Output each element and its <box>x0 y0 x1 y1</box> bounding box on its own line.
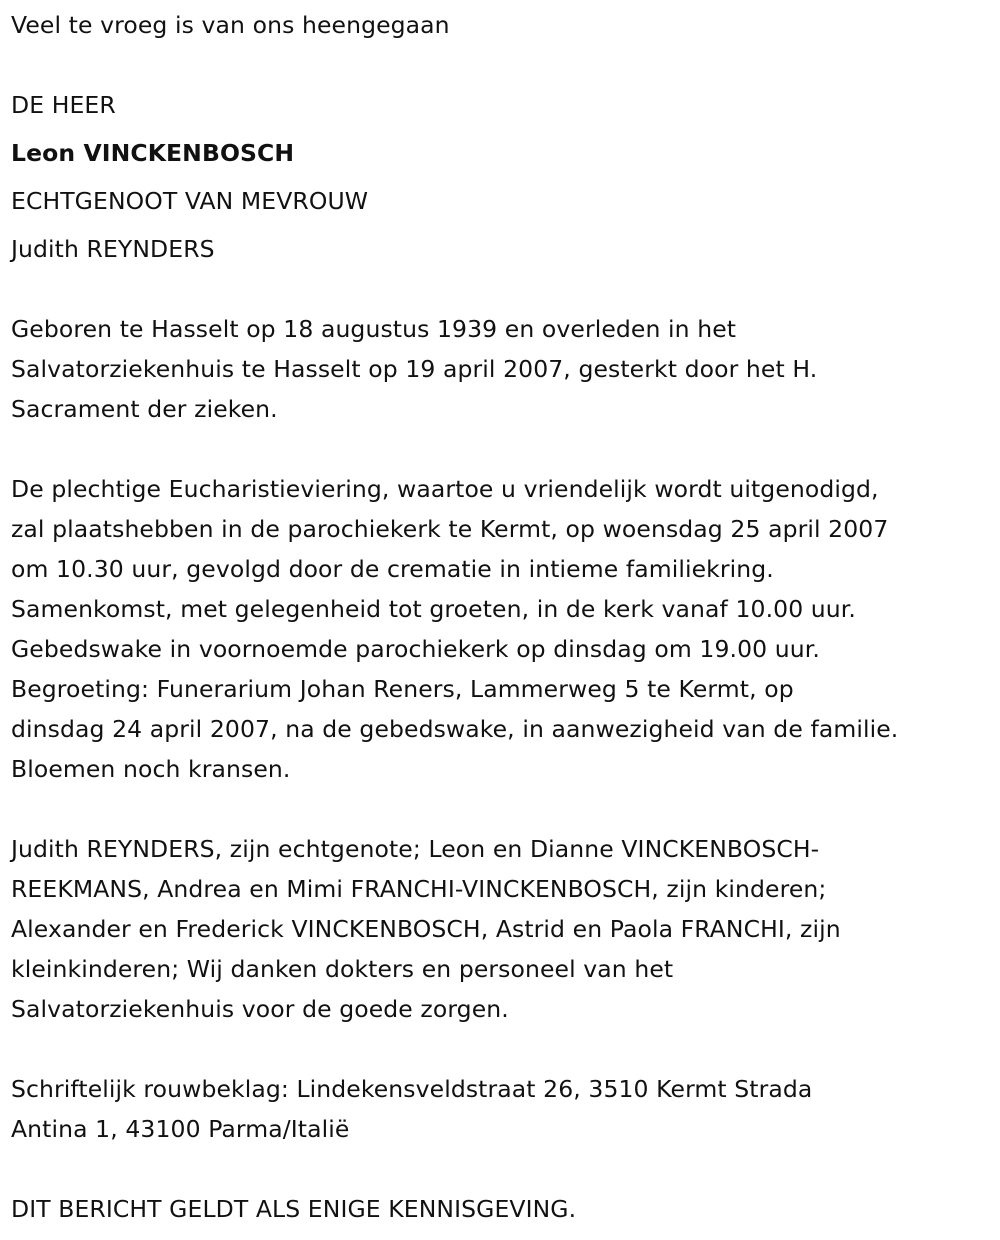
paragraph-line: Gebedswake in voornoemde parochiekerk op dinsdag om 19.00 uur. <box>11 635 820 663</box>
paragraph-line: Schriftelijk rouwbeklag: Lindekensveldstraat 26, 3510 Kermt Strada <box>11 1075 813 1103</box>
family-paragraph <box>11 829 996 1029</box>
honorific-title: DE HEER <box>11 91 116 119</box>
deceased-name: Leon VINCKENBOSCH <box>11 139 295 167</box>
paragraph-line: om 10.30 uur, gevolgd door de crematie in intieme familiekring. <box>11 555 774 583</box>
paragraph-line: Begroeting: Funerarium Johan Reners, Lammerweg 5 te Kermt, op <box>11 675 794 703</box>
paragraph-line: Judith REYNDERS, zijn echtgenote; Leon en Dianne VINCKENBOSCH- <box>11 835 820 863</box>
spouse-label: ECHTGENOOT VAN MEVROUW <box>11 187 369 215</box>
paragraph-line: Alexander en Frederick VINCKENBOSCH, Astrid en Paola FRANCHI, zijn <box>11 915 841 943</box>
spouse-name: Judith REYNDERS <box>11 235 215 263</box>
paragraph-line: dinsdag 24 april 2007, na de gebedswake, in aanwezigheid van de familie. <box>11 715 899 743</box>
paragraph-line: Salvatorziekenhuis te Hasselt op 19 april 2007, gesterkt door het H. <box>11 355 818 383</box>
paragraph-line: Antina 1, 43100 Parma/Italië <box>11 1115 350 1143</box>
paragraph-line: zal plaatshebben in de parochiekerk te Kermt, op woensdag 25 april 2007 <box>11 515 889 543</box>
paragraph-line: kleinkinderen; Wij danken dokters en personeel van het <box>11 955 674 983</box>
ceremony-paragraph <box>11 469 996 789</box>
birth-death-paragraph <box>11 309 996 429</box>
condolence-address-paragraph <box>11 1069 996 1149</box>
paragraph-line: Samenkomst, met gelegenheid tot groeten, in de kerk vanaf 10.00 uur. <box>11 595 856 623</box>
closing-paragraph <box>11 1189 996 1229</box>
paragraph-line: Bloemen noch kransen. <box>11 755 291 783</box>
paragraph-line: REEKMANS, Andrea en Mimi FRANCHI-VINCKENBOSCH, zijn kinderen; <box>11 875 827 903</box>
intro-text: Veel te vroeg is van ons heengegaan <box>11 11 450 39</box>
paragraph-line: Salvatorziekenhuis voor de goede zorgen. <box>11 995 509 1023</box>
paragraph-line: De plechtige Eucharistieviering, waartoe u vriendelijk wordt uitgenodigd, <box>11 475 879 503</box>
closing-text: DIT BERICHT GELDT ALS ENIGE KENNISGEVING. <box>11 1195 577 1223</box>
paragraph-line: Sacrament der zieken. <box>11 395 278 423</box>
paragraph-line: Geboren te Hasselt op 18 augustus 1939 en overleden in het <box>11 315 737 343</box>
